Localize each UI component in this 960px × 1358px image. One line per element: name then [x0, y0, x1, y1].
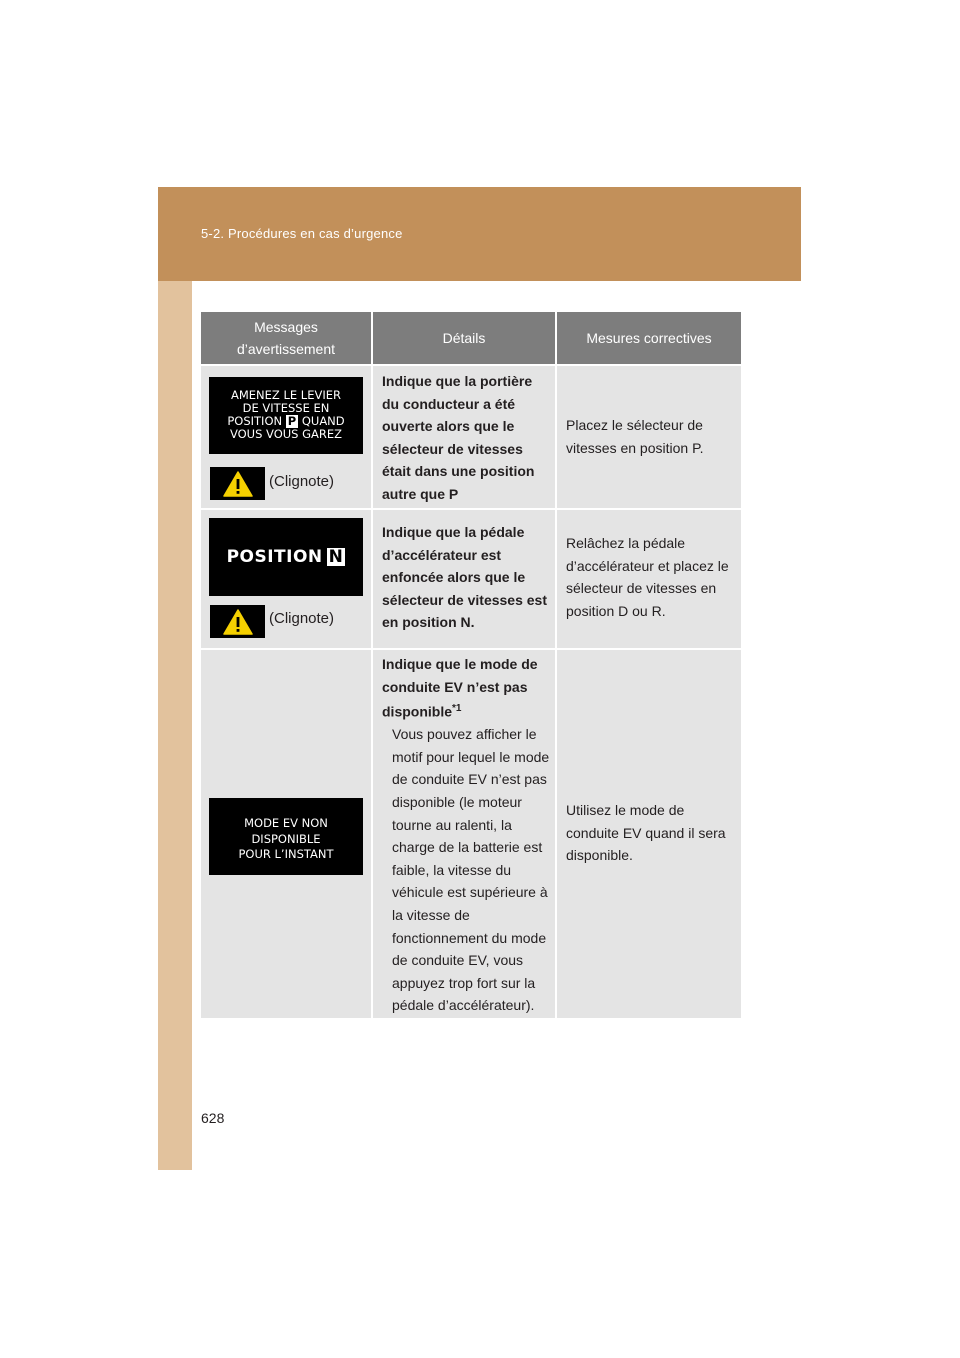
message-cell [201, 510, 371, 648]
table-header [201, 312, 741, 364]
column-header-details: Détails [371, 312, 555, 364]
display-screen [209, 377, 363, 454]
side-strip [158, 281, 192, 1170]
details-body: Vous pouvez afficher le motif pour lequel le mode de conduite EV n’est pas disponible (le moteur tourne au ralenti, la charge de la batterie est faible, la vitesse du véhicule est supérieure à la vitesse de fonctionnement du mode de conduite EV, vous appuyez trop fort sur la pédale d’accélérateur). [392, 726, 550, 1014]
footnote-mark: *1 [452, 703, 462, 714]
screen-line: MODE EV NON [244, 816, 328, 830]
shift-p-badge: P [287, 414, 297, 428]
remedy-text: Utilisez le mode de conduite EV quand il sera disponible. [566, 802, 726, 863]
screen-text: POSITION [227, 414, 283, 428]
remedy-text: Placez le sélecteur de vitesses en position P. [566, 417, 704, 456]
section-title: 5-2. Procédures en cas d’urgence [201, 226, 403, 241]
screen-line: DE VITESSE EN [242, 401, 330, 415]
remedy-text: Relâchez la pédale d’accélérateur et placez le sélecteur de vitesses en position D ou R. [566, 535, 729, 619]
blink-label: (Clignote) [269, 610, 335, 627]
details-cell [371, 366, 555, 508]
shift-n-badge: N [328, 547, 344, 567]
column-header-line: d’avertissement [236, 341, 336, 357]
blink-label: (Clignote) [269, 473, 335, 490]
details-cell [371, 510, 555, 648]
warning-triangle-icon [223, 471, 253, 497]
details-title [382, 653, 551, 723]
remedy-cell [555, 650, 741, 1018]
table-row [201, 648, 741, 1018]
details-title: Indique que la portière du conducteur a été ouverte alors que le sélecteur de vitesses était dans une position autre que P [382, 373, 535, 502]
screen-line [227, 547, 346, 567]
message-cell [201, 650, 371, 1018]
screen-line: DISPONIBLE [251, 831, 321, 846]
column-header-remedies: Mesures correctives [555, 312, 741, 364]
master-warning-indicator [210, 467, 265, 500]
screen-line: VOUS VOUS GAREZ [229, 427, 343, 441]
screen-text: QUAND [301, 414, 345, 428]
screen-text: POSITION [226, 547, 323, 567]
master-warning-indicator [210, 605, 265, 638]
screen-line: AMENEZ LE LEVIER [231, 388, 341, 402]
page-number: 628 [201, 1110, 225, 1126]
remedy-cell [555, 366, 741, 508]
details-title: Indique que la pédale d’accélérateur est enfoncée alors que le sélecteur de vitesses est en position N. [382, 524, 547, 630]
message-cell [201, 366, 371, 508]
warning-messages-table [201, 312, 741, 1018]
table-row [201, 508, 741, 648]
details-title-text: Indique que le mode de conduite EV n’est pas disponible [382, 656, 538, 720]
table-row [201, 364, 741, 508]
remedy-cell [555, 510, 741, 648]
display-screen [209, 798, 363, 875]
warning-triangle-icon [223, 609, 253, 635]
display-screen [209, 518, 363, 596]
details-cell [371, 650, 555, 1018]
screen-line: POUR L’INSTANT [238, 847, 334, 861]
column-header-line: Messages [254, 319, 318, 335]
column-header-messages [201, 312, 371, 364]
